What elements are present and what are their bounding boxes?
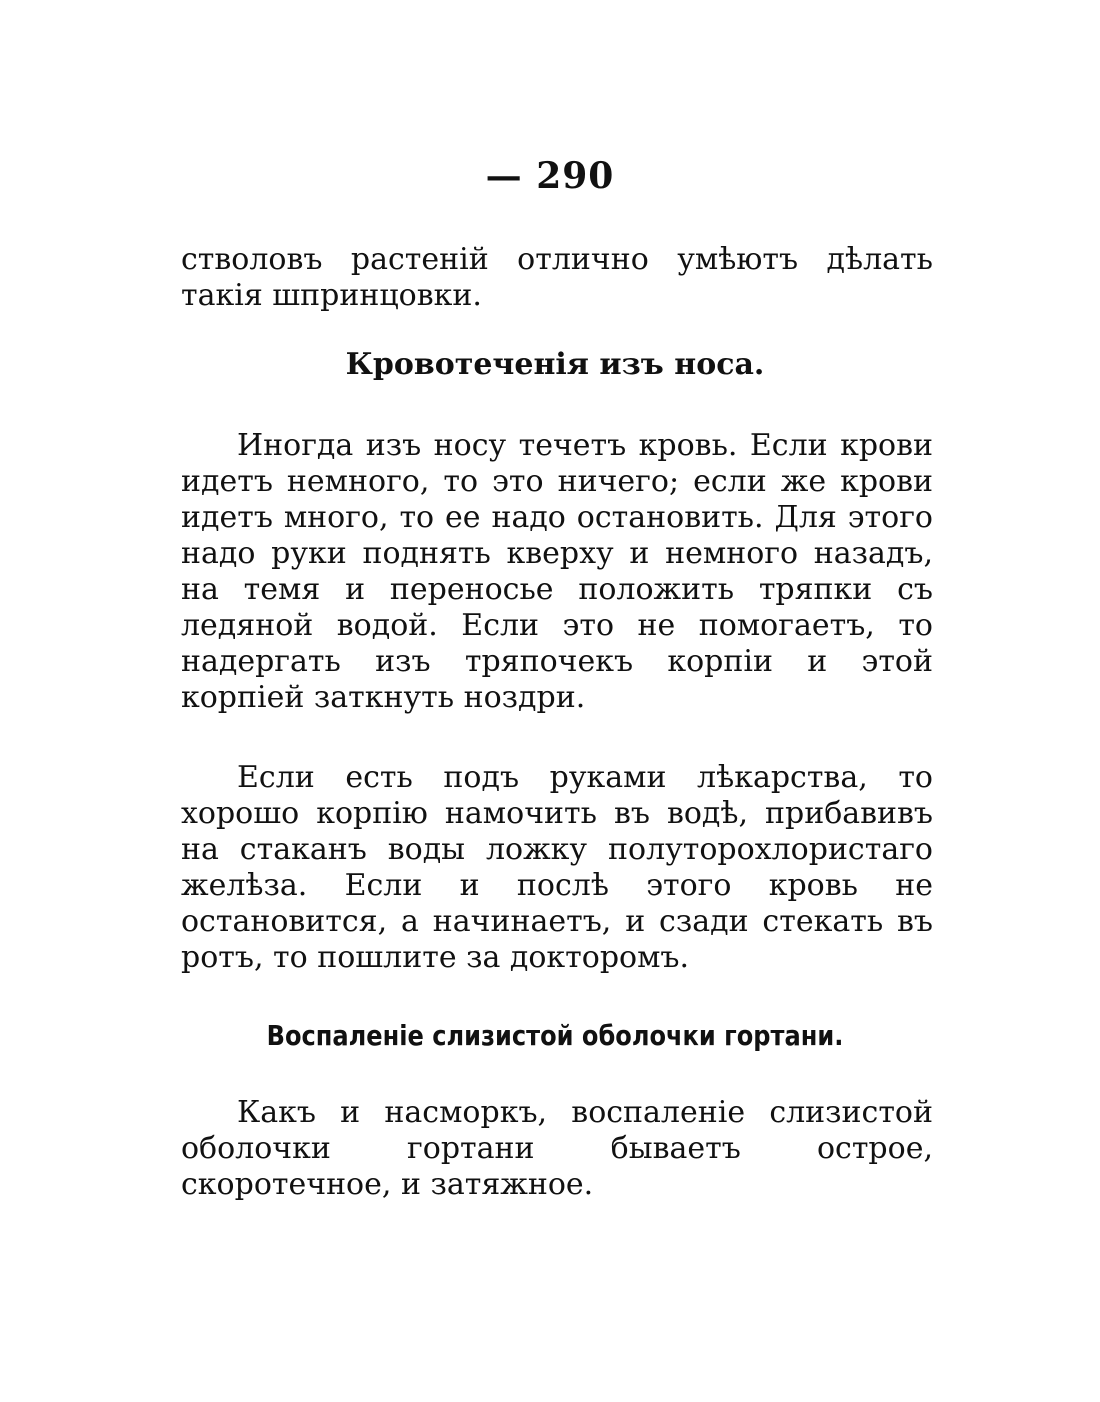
paragraph-nosebleed-1: Иногда изъ носу течетъ кровь. Если крови идетъ немного, то это ничего; если же крови идетъ много, то ее надо остановить. Для этого надо руки поднять кверху и немного назадъ, на темя и переносье положить тряпки съ ледяной водой. Если это не помогаетъ, то надергать изъ тряпочекъ корпіи и этой корпіей заткнуть ноздри.: [181, 428, 933, 715]
section-heading-laryngitis: Воспаленіе слизистой оболочки гортани.: [266, 1019, 844, 1052]
section-heading-nosebleed: Кровотеченія изъ носа.: [345, 347, 765, 382]
paragraph-laryngitis-1: Какъ и насморкъ, воспаленіе слизистой оболочки гортани бываетъ острое, скоротечное, и затяжное.: [181, 1095, 933, 1202]
page-number: — 290: [485, 155, 615, 197]
lead-paragraph: стволовъ растеній отлично умѣютъ дѣлать такія шпринцовки.: [181, 242, 933, 313]
paragraph-nosebleed-2: Если есть подъ руками лѣкарства, то хорошо корпію намочить въ водѣ, прибавивъ на стаканъ воды ложку полуторохлористаго желѣза. Если и послѣ этого кровь не остановится, а начинаетъ, и сзади стекать въ ротъ, то пошлите за докторомъ.: [181, 760, 933, 975]
